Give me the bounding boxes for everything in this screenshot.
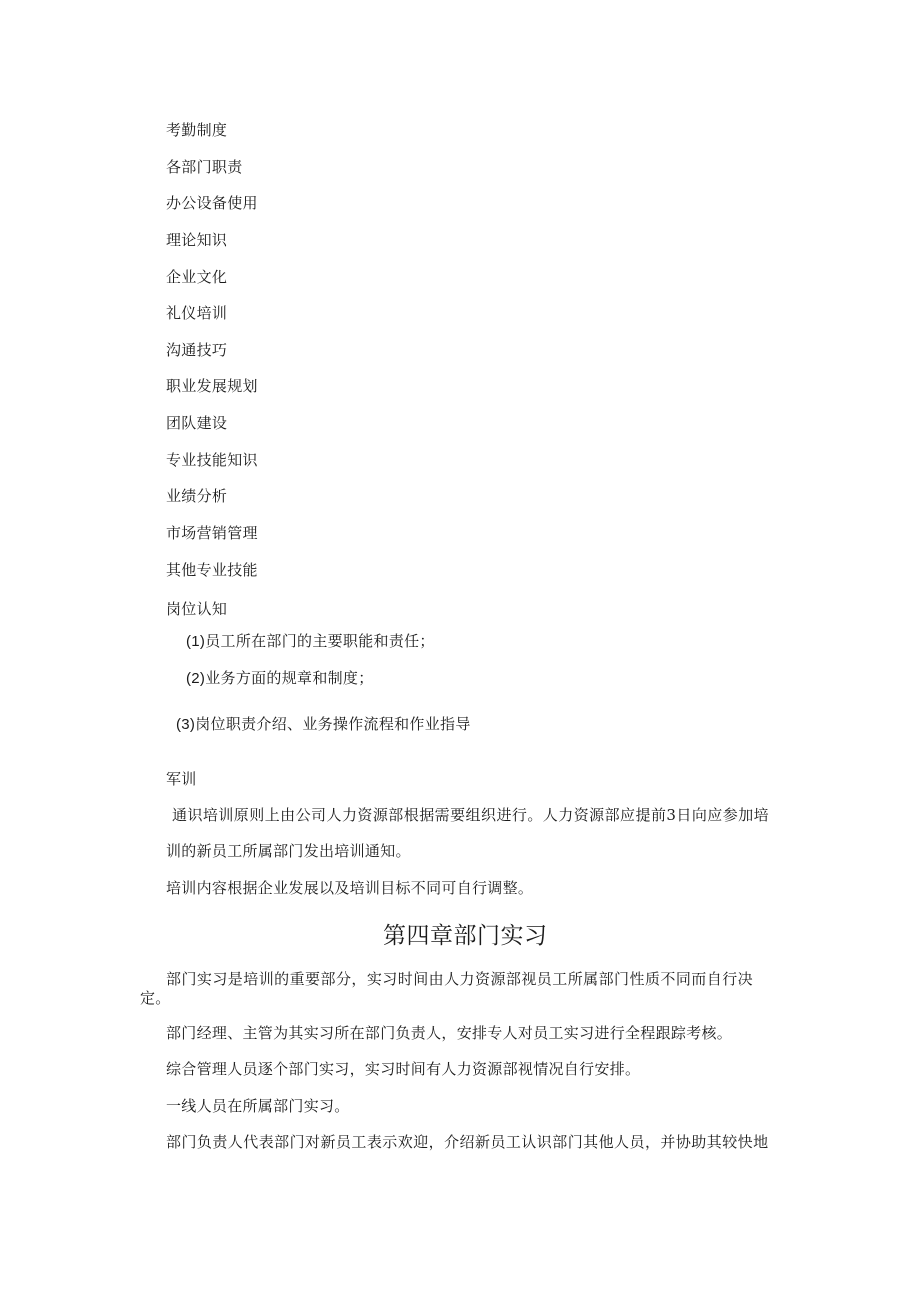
list-item: 市场营销管理 [166,524,258,542]
item-text: 岗位职责介绍、业务操作流程和作业指导 [195,715,471,733]
list-item: 沟通技巧 [166,341,228,359]
general-training-line: 培训内容根据企业发展以及培训目标不同可自行调整。 [166,879,534,897]
section-title-job-cognition: 岗位认知 [166,600,228,618]
item-text: 业务方面的规章和制度； [205,669,374,687]
list-item: 办公设备使用 [166,194,258,212]
list-item: 礼仪培训 [166,304,228,322]
item-text: 员工所在部门的主要职能和责任； [205,632,435,650]
job-cognition-item [186,669,374,688]
job-cognition-item [186,632,435,651]
item-number: (3) [176,716,196,733]
list-item: 专业技能知识 [166,451,258,469]
item-number: (2) [186,670,206,687]
list-item: 其他专业技能 [166,561,258,579]
paragraph-line: 部门负责人代表部门对新员工表示欢迎，介绍新员工认识部门其他人员，并协助其较快地 [166,1133,769,1151]
paragraph-line: 一线人员在所属部门实习。 [166,1097,350,1115]
chapter-heading: 第四章部门实习 [383,923,548,949]
section-title-military-training: 军训 [166,770,197,788]
list-item: 职业发展规划 [166,377,258,395]
paragraph-line: 定。 [140,989,171,1007]
general-training-line: 训的新员工所属部门发出培训通知。 [166,842,411,860]
list-item: 考勤制度 [166,121,228,139]
list-item: 各部门职责 [166,158,243,176]
paragraph-line: 部门实习是培训的重要部分，实习时间由人力资源部视员工所属部门性质不同而自行决 [166,970,754,988]
job-cognition-item [176,715,471,734]
general-training-line: 通识培训原则上由公司人力资源部根据需要组织进行。人力资源部应提前3日向应参加培 [172,806,770,824]
list-item: 企业文化 [166,268,228,286]
list-item: 业绩分析 [166,487,228,505]
list-item: 理论知识 [166,231,228,249]
item-number: (1) [186,633,206,650]
list-item: 团队建设 [166,414,228,432]
paragraph-line: 综合管理人员逐个部门实习，实习时间有人力资源部视情况自行安排。 [166,1060,641,1078]
paragraph-line: 部门经理、主管为其实习所在部门负责人，安排专人对员工实习进行全程跟踪考核。 [166,1024,733,1042]
